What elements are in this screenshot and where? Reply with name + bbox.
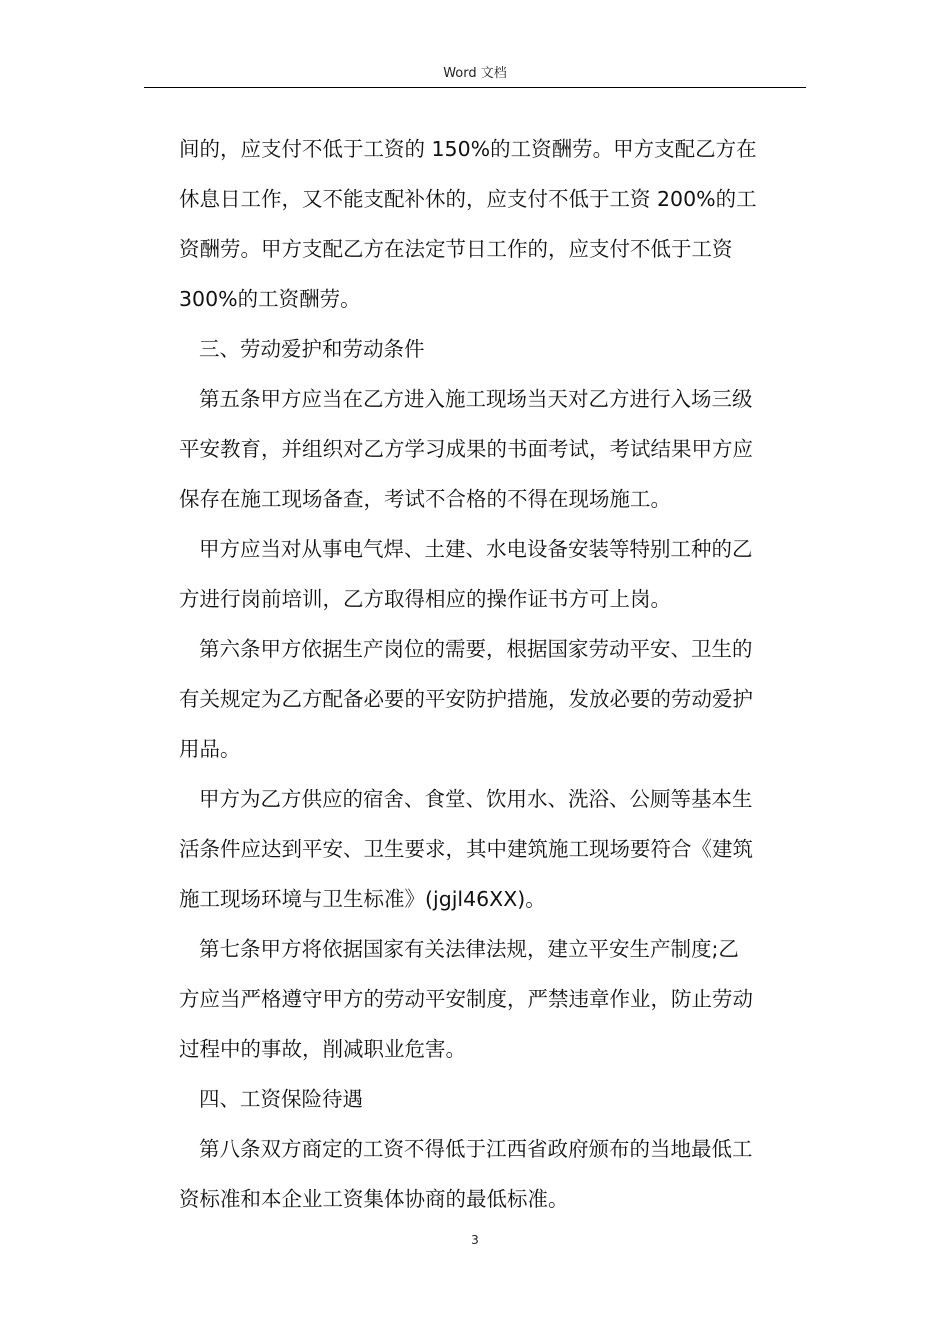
text-line: 第五条甲方应当在乙方进入施工现场当天对乙方进行入场三级: [199, 387, 753, 411]
text-line: 施工现场环境与卫生标准》(jgjl46XX)。: [179, 887, 546, 911]
text-line: 第六条甲方依据生产岗位的需要，根据国家劳动平安、卫生的: [199, 637, 753, 661]
text-line: 第八条双方商定的工资不得低于江西省政府颁布的当地最低工: [199, 1137, 753, 1161]
document-body: [179, 124, 819, 1224]
text-line: 平安教育，并组织对乙方学习成果的书面考试，考试结果甲方应: [179, 437, 753, 461]
text-line: 四、工资保险待遇: [199, 1087, 363, 1111]
text-line: 活条件应达到平安、卫生要求，其中建筑施工现场要符合《建筑: [179, 837, 753, 861]
text-line: 用品。: [179, 737, 241, 761]
text-line: 有关规定为乙方配备必要的平安防护措施，发放必要的劳动爱护: [179, 687, 753, 711]
text-line: 资标准和本企业工资集体协商的最低标准。: [179, 1187, 569, 1211]
text-line: 资酬劳。甲方支配乙方在法定节日工作的，应支付不低于工资: [179, 237, 733, 261]
header-divider: [144, 87, 806, 88]
text-line: 300%的工资酬劳。: [179, 287, 361, 311]
text-line: 方进行岗前培训，乙方取得相应的操作证书方可上岗。: [179, 587, 671, 611]
text-line: 第七条甲方将依据国家有关法律法规，建立平安生产制度;乙: [199, 937, 739, 961]
page-header-title: Word 文档: [443, 66, 507, 81]
text-line: 休息日工作，又不能支配补休的，应支付不低于工资 200%的工: [179, 187, 757, 211]
text-line: 间的，应支付不低于工资的 150%的工资酬劳。甲方支配乙方在: [179, 137, 757, 161]
text-line: 方应当严格遵守甲方的劳动平安制度，严禁违章作业，防止劳动: [179, 987, 753, 1011]
page-number: 3: [471, 1233, 479, 1247]
text-line: 过程中的事故，削减职业危害。: [179, 1037, 466, 1061]
text-line: 甲方为乙方供应的宿舍、食堂、饮用水、洗浴、公厕等基本生: [199, 787, 753, 811]
text-line: 三、劳动爱护和劳动条件: [199, 337, 425, 361]
text-line: 甲方应当对从事电气焊、土建、水电设备安装等特别工种的乙: [199, 537, 753, 561]
text-line: 保存在施工现场备查，考试不合格的不得在现场施工。: [179, 487, 671, 511]
